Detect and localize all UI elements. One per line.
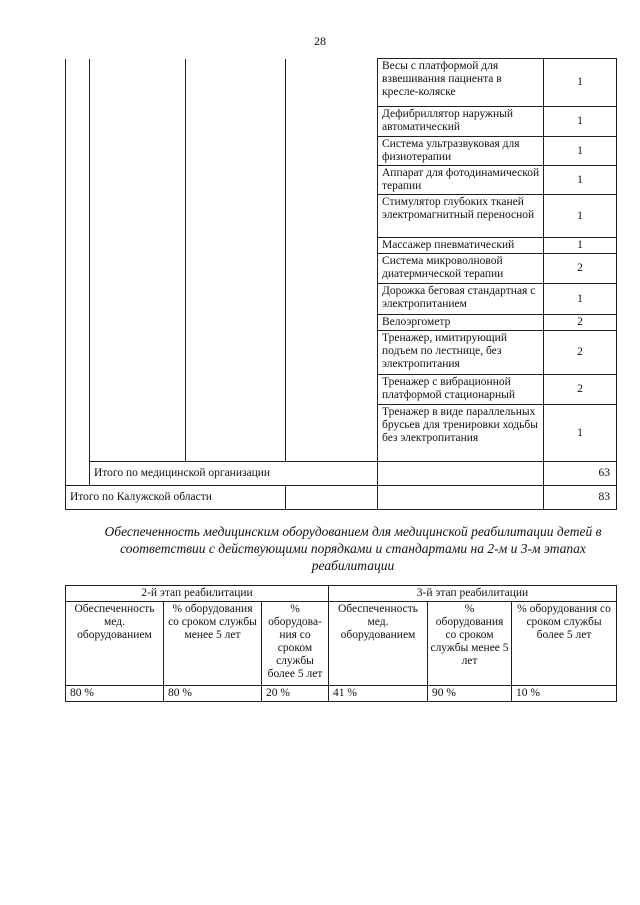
empty-cell (286, 195, 378, 238)
equipment-qty: 2 (544, 315, 617, 331)
empty-cell (186, 375, 286, 405)
column-header: % оборудования со сроком службы более 5 лет (512, 602, 617, 686)
table-row (66, 59, 617, 107)
region-total-value: 83 (544, 486, 617, 510)
empty-cell (66, 405, 90, 462)
empty-cell (66, 254, 90, 284)
table-row (66, 107, 617, 137)
empty-cell (186, 166, 286, 195)
empty-cell (186, 107, 286, 137)
equipment-qty: 2 (544, 331, 617, 375)
region-total-row (66, 486, 617, 510)
empty-cell (286, 137, 378, 166)
empty-cell (66, 462, 90, 486)
empty-cell (90, 166, 186, 195)
region-total-label: Итого по Калужской области (66, 486, 286, 510)
empty-cell (286, 486, 378, 510)
rehab-table (65, 585, 617, 702)
empty-cell (186, 405, 286, 462)
empty-cell (286, 254, 378, 284)
equipment-name: Тренажер, имитирующий подъем по лестнице, без электропитания (378, 331, 544, 375)
empty-cell (378, 462, 544, 486)
table-row (66, 405, 617, 462)
equipment-name: Система микроволновой диатермической терапии (378, 254, 544, 284)
empty-cell (90, 137, 186, 166)
empty-cell (66, 59, 90, 107)
equipment-name: Система ультразвуковая для физиотерапии (378, 137, 544, 166)
equipment-qty: 1 (544, 137, 617, 166)
empty-cell (90, 107, 186, 137)
value-cell: 10 % (512, 686, 617, 702)
table-row (66, 137, 617, 166)
column-header: Обеспеченность мед. оборудованием (66, 602, 164, 686)
column-header-row (66, 602, 617, 686)
equipment-rows (66, 59, 617, 510)
equipment-name: Дефибриллятор наружный автоматический (378, 107, 544, 137)
empty-cell (90, 375, 186, 405)
equipment-qty: 1 (544, 107, 617, 137)
equipment-qty: 2 (544, 254, 617, 284)
value-cell: 90 % (428, 686, 512, 702)
org-total-label: Итого по медицинской организации (90, 462, 378, 486)
values-row (66, 686, 617, 702)
equipment-qty: 1 (544, 405, 617, 462)
column-header: Обеспеченность мед. оборудованием (329, 602, 428, 686)
org-total-value: 63 (544, 462, 617, 486)
empty-cell (186, 284, 286, 315)
table-row (66, 315, 617, 331)
empty-cell (90, 315, 186, 331)
empty-cell (186, 59, 286, 107)
empty-cell (66, 166, 90, 195)
stage-header-row (66, 586, 617, 602)
empty-cell (286, 284, 378, 315)
equipment-qty: 2 (544, 375, 617, 405)
empty-cell (286, 238, 378, 254)
empty-cell (286, 315, 378, 331)
empty-cell (66, 284, 90, 315)
empty-cell (286, 331, 378, 375)
empty-cell (186, 315, 286, 331)
empty-cell (90, 59, 186, 107)
empty-cell (66, 107, 90, 137)
equipment-qty: 1 (544, 59, 617, 107)
value-cell: 20 % (262, 686, 329, 702)
empty-cell (66, 238, 90, 254)
equipment-name: Велоэргометр (378, 315, 544, 331)
empty-cell (66, 195, 90, 238)
equipment-name: Тренажер с вибрационной платформой стационарный (378, 375, 544, 405)
empty-cell (66, 137, 90, 166)
equipment-qty: 1 (544, 166, 617, 195)
stage2-label: 2-й этап реабилитации (66, 586, 329, 602)
empty-cell (286, 405, 378, 462)
empty-cell (90, 405, 186, 462)
stage3-label: 3-й этап реабилитации (329, 586, 617, 602)
table-row (66, 284, 617, 315)
value-cell: 80 % (164, 686, 262, 702)
empty-cell (66, 331, 90, 375)
equipment-table (65, 58, 617, 510)
empty-cell (286, 166, 378, 195)
table-row (66, 375, 617, 405)
equipment-name: Массажер пневматический (378, 238, 544, 254)
equipment-qty: 1 (544, 238, 617, 254)
empty-cell (186, 331, 286, 375)
table-row (66, 254, 617, 284)
empty-cell (66, 315, 90, 331)
empty-cell (186, 254, 286, 284)
empty-cell (286, 375, 378, 405)
equipment-name: Аппарат для фотодинамической терапии (378, 166, 544, 195)
empty-cell (186, 195, 286, 238)
equipment-qty: 1 (544, 284, 617, 315)
page-number: 28 (314, 34, 326, 48)
table-row (66, 331, 617, 375)
equipment-name: Стимулятор глубоких тканей электромагнитный переносной (378, 195, 544, 238)
section-heading: Обеспеченность медицинским оборудованием для медицинской реабилитации детей в соответствии с действующими порядками и стандартами на 2-м и 3-м этапах реабилитации (104, 524, 602, 573)
empty-cell (66, 375, 90, 405)
empty-cell (186, 238, 286, 254)
empty-cell (90, 331, 186, 375)
equipment-name: Тренажер в виде параллельных брусьев для тренировки ходьбы без электропитания (378, 405, 544, 462)
table-row (66, 166, 617, 195)
table-row (66, 195, 617, 238)
column-header: % оборудова-ния со сроком службы более 5 лет (262, 602, 329, 686)
equipment-name: Весы с платформой для взвешивания пациента в кресле-коляске (378, 59, 544, 107)
empty-cell (90, 254, 186, 284)
empty-cell (286, 107, 378, 137)
empty-cell (378, 486, 544, 510)
value-cell: 80 % (66, 686, 164, 702)
column-header: % оборудования со сроком службы менее 5 лет (164, 602, 262, 686)
equipment-qty: 1 (544, 195, 617, 238)
empty-cell (90, 238, 186, 254)
column-header: % оборудования со сроком службы менее 5 лет (428, 602, 512, 686)
empty-cell (286, 59, 378, 107)
empty-cell (90, 195, 186, 238)
value-cell: 41 % (329, 686, 428, 702)
org-total-row (66, 462, 617, 486)
empty-cell (90, 284, 186, 315)
table-row (66, 238, 617, 254)
empty-cell (186, 137, 286, 166)
equipment-name: Дорожка беговая стандартная с электропитанием (378, 284, 544, 315)
